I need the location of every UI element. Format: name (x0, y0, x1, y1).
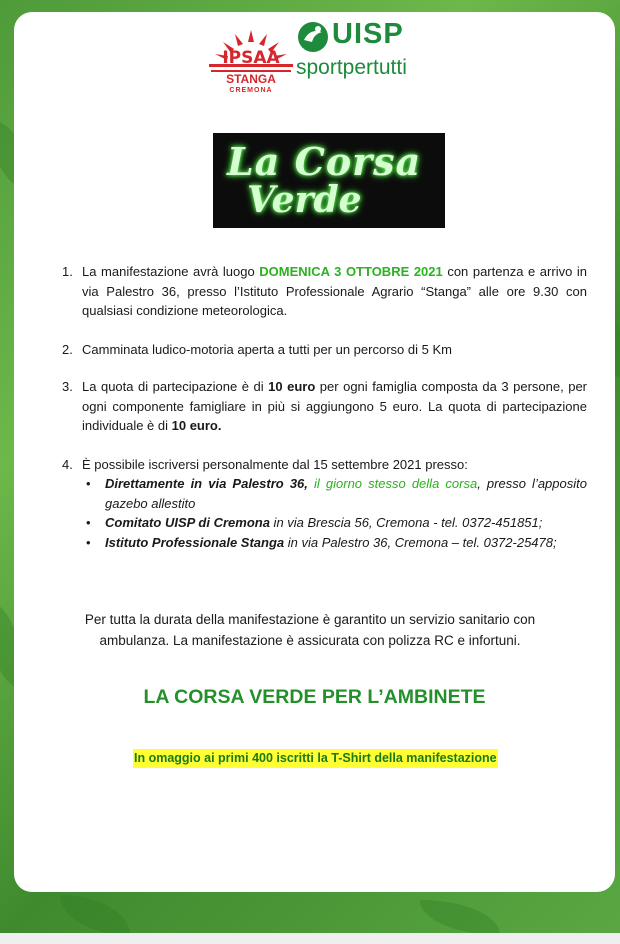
event-date: DOMENICA 3 OTTOBRE 2021 (259, 264, 443, 279)
la-corsa-verde-banner (213, 133, 445, 228)
item-text: La manifestazione avrà luogo DOMENICA 3 OTTOBRE 2021 con partenza e arrivo in via Palestro 36, presso l’Istituto Professionale Agrario “Stanga” alle ore 9.30 con qualsiasi condizione meteorologica. (82, 264, 587, 318)
bullet: • (86, 476, 91, 491)
list-item (62, 377, 587, 437)
uisp-runner-icon (296, 20, 330, 54)
location-name: Istituto Professionale Stanga (105, 534, 285, 550)
item-number: 1. (62, 264, 73, 279)
item-text: È possibile iscriversi personalmente dal 15 settembre 2021 presso: (82, 457, 468, 472)
banner-line2: Verde (247, 179, 362, 221)
uisp-logo (294, 18, 424, 84)
location-name: Comitato UISP di Cremona (105, 515, 270, 530)
uisp-subtitle: sportpertutti (296, 56, 407, 79)
location-item (82, 474, 587, 513)
list-item (62, 455, 587, 475)
safety-note: Per tutta la durata della manifestazione è garantito un servizio sanitario con ambulanza. La manifestazione è assicurata con polizza RC e infortuni. (84, 612, 536, 648)
individual-fee: 10 euro. (171, 418, 222, 433)
tshirt-promo: In omaggio ai primi 400 iscritti la T-Shirt della manifestazione (133, 749, 498, 768)
background-leaf (60, 895, 130, 935)
item-number: 2. (62, 342, 73, 357)
item-number: 4. (62, 457, 73, 472)
stanga-logo-city: CREMONA (229, 87, 273, 94)
banner-line1: La Corsa (227, 139, 422, 184)
item-number: 3. (62, 379, 73, 394)
list-item (62, 262, 587, 322)
stanga-logo-acronym: IPSAA (222, 48, 280, 68)
bullet: • (86, 534, 91, 550)
slogan-heading: LA CORSA VERDE PER L’AMBINETE (143, 686, 486, 708)
location-detail: , presso l’apposito gazebo allestito (105, 476, 587, 511)
location-detail: in via Brescia 56, Cremona - tel. 0372-451851; (269, 515, 543, 530)
location-detail: in via Palestro 36, Cremona – tel. 0372-25478; (284, 534, 557, 550)
bottom-bar (0, 933, 620, 944)
background-leaf (420, 900, 500, 935)
same-day-note: il giorno stesso della corsa (314, 476, 478, 491)
bullet: • (86, 515, 91, 530)
item-text: Camminata ludico-motoria aperta a tutti per un percorso di 5 Km (82, 342, 452, 357)
list-item (62, 340, 587, 360)
location-item (82, 533, 587, 553)
fee-amount: 10 euro (268, 379, 316, 394)
registration-locations (82, 474, 587, 552)
ipsaa-stanga-logo (205, 28, 297, 94)
location-name: Direttamente in via Palestro 36, (105, 476, 308, 491)
stanga-logo-name: STANGA (226, 72, 276, 86)
uisp-title: UISP (332, 18, 404, 50)
location-item (82, 513, 587, 533)
item-text: La quota di partecipazione è di 10 euro per ogni famiglia composta da 3 persone, per ogni componente famigliare in più si aggiungono 5 euro. La quota di partecipazione individuale è di 10 euro. (82, 379, 588, 433)
